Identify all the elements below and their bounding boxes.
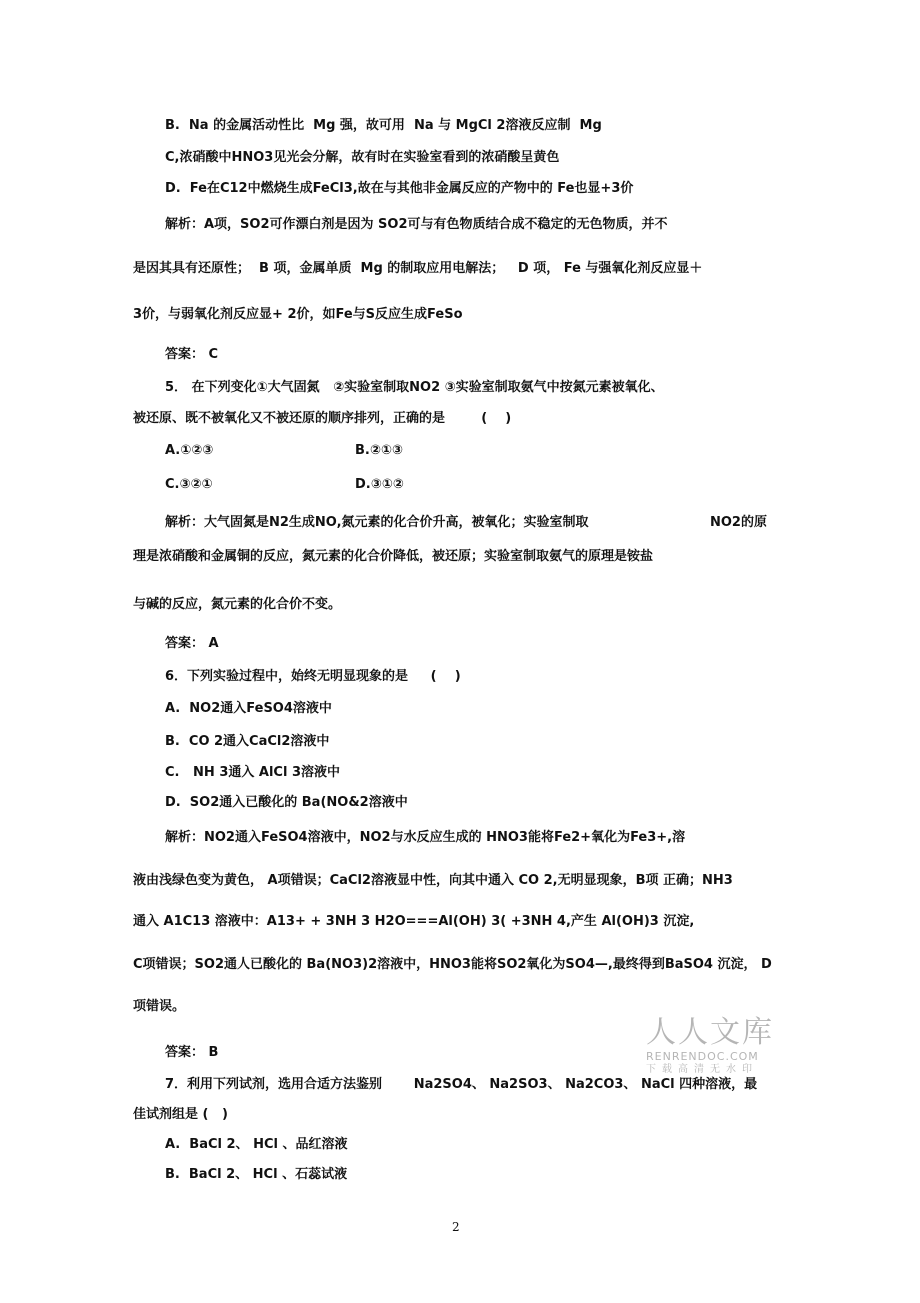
- question-6-option-b: B. CO 2通入CaCl2溶液中: [165, 734, 330, 749]
- answer-6: 答案： B: [165, 1045, 219, 1060]
- page-number: 2: [452, 1220, 460, 1234]
- answer-5: 答案： A: [165, 636, 219, 651]
- analysis-5-line-1-tail: NO2的原: [710, 515, 767, 530]
- option-d-line: D. Fe在C12中燃烧生成FeCl3,故在与其他非金属反应的产物中的 Fe也显+3价: [165, 181, 634, 196]
- question-5-option-b: B.②①③: [355, 443, 403, 458]
- option-c-line: C,浓硝酸中HNO3见光会分解，故有时在实验室看到的浓硝酸呈黄色: [165, 150, 560, 165]
- analysis-5-line-1: 解析：大气固氮是N2生成NO,氮元素的化合价升高，被氧化；实验室制取: [165, 515, 589, 530]
- renrendoc-watermark: [646, 1016, 776, 1077]
- analysis-6-line-2: 液由浅绿色变为黄色， A项错误；CaCl2溶液显中性，向其中通入 CO 2,无明显现象，B项 正确；NH3: [133, 873, 733, 888]
- analysis-5-line-2: 理是浓硝酸和金属铜的反应，氮元素的化合价降低，被还原；实验室制取氨气的原理是铵盐: [133, 549, 654, 564]
- analysis-4-line-2: 是因其具有还原性； B 项，金属单质 Mg 的制取应用电解法； D 项， Fe 与强氧化剂反应显＋: [133, 261, 703, 276]
- analysis-6-line-1: 解析：NO2通入FeSO4溶液中，NO2与水反应生成的 HNO3能将Fe2+氧化为Fe3+,溶: [165, 830, 686, 845]
- analysis-4-line-3: 3价，与弱氧化剂反应显+ 2价，如Fe与S反应生成FeSo: [133, 307, 463, 322]
- question-7-option-b: B. BaCl 2、 HCl 、石蕊试液: [165, 1167, 348, 1182]
- question-6-option-c: C. NH 3通入 AlCl 3溶液中: [165, 765, 340, 780]
- question-7-stem-2: 佳试剂组是 ( ): [133, 1107, 228, 1122]
- question-5-option-d: D.③①②: [355, 477, 404, 492]
- analysis-5-line-3: 与碱的反应，氮元素的化合价不变。: [133, 597, 342, 612]
- question-6-option-d: D. SO2通入已酸化的 Ba(NO&2溶液中: [165, 795, 408, 810]
- watermark-brand: 人人文库: [646, 1015, 774, 1050]
- watermark-tagline: 下载高清无水印: [646, 1064, 758, 1075]
- question-5-stem-1: 5． 在下列变化①大气固氮 ②实验室制取NO2 ③实验室制取氨气中按氮元素被氧化、: [165, 380, 664, 395]
- question-5-stem-2: 被还原、既不被氧化又不被还原的顺序排列，正确的是 ( ): [133, 411, 512, 426]
- answer-4: 答案： C: [165, 347, 219, 362]
- analysis-6-line-3: 通入 A1C13 溶液中：A13+ + 3NH 3 H2O===Al(OH) 3( +3NH 4,产生 Al(OH)3 沉淀,: [133, 914, 695, 929]
- question-7-option-a: A. BaCl 2、 HCl 、品红溶液: [165, 1137, 348, 1152]
- analysis-6-line-4: C项错误；SO2通人已酸化的 Ba(NO3)2溶液中，HNO3能将SO2氧化为SO4—,最终得到BaSO4 沉淀， D: [133, 957, 772, 972]
- analysis-4-line-1: 解析：A项，SO2可作漂白剂是因为 SO2可与有色物质结合成不稳定的无色物质，并不: [165, 217, 668, 232]
- question-6-stem: 6．下列实验过程中，始终无明显现象的是 ( ): [165, 669, 461, 684]
- option-b-line: B. Na 的金属活动性比 Mg 强，故可用 Na 与 MgCl 2溶液反应制 Mg: [165, 118, 602, 133]
- question-7-stem-1: 7．利用下列试剂，选用合适方法鉴别 Na2SO4、 Na2SO3、 Na2CO3、 NaCl 四种溶液，最: [165, 1077, 758, 1092]
- question-5-option-a: A.①②③: [165, 443, 214, 458]
- question-5-option-c: C.③②①: [165, 477, 213, 492]
- watermark-url: RENRENDOC.COM: [646, 1050, 759, 1063]
- question-6-option-a: A. NO2通入FeSO4溶液中: [165, 701, 332, 716]
- analysis-6-line-5: 项错误。: [133, 999, 186, 1014]
